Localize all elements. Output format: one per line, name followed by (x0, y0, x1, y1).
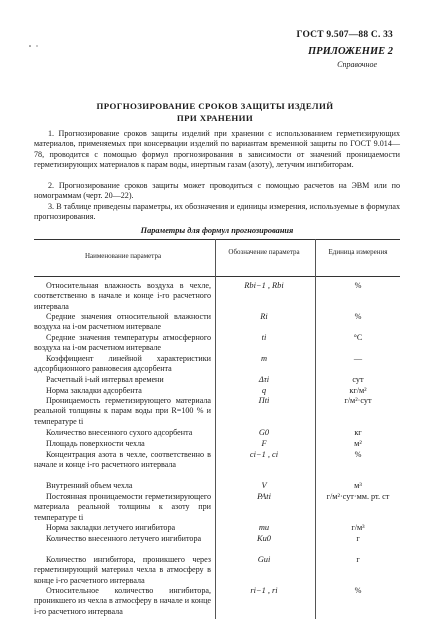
param-name: Средние значения относительной влажности воздуха на i-ом расчетном интервале (34, 312, 211, 332)
title-line-2: ПРИ ХРАНЕНИИ (176, 113, 254, 123)
param-name: Концентрация азота в чехле, соответственно в начале и конце i-го расчетного интервала (34, 450, 211, 470)
param-symbol: mи (258, 523, 270, 532)
standard-number: ГОСТ 9.507—88 С. 33 (296, 30, 393, 40)
header-unit: Единица измерения (328, 248, 388, 256)
appendix-label: ПРИЛОЖЕНИЕ 2 (308, 46, 393, 57)
param-symbol: PAti (257, 492, 271, 501)
param-unit: % (354, 450, 362, 459)
table-caption: Параметры для формул прогнозирования (140, 226, 294, 235)
table-header (34, 239, 400, 277)
param-unit: % (354, 281, 362, 290)
param-symbol: ci−1 , ci (249, 450, 279, 459)
param-unit: м³ (354, 481, 362, 490)
param-symbol: ri−1 , ri (250, 586, 278, 595)
param-symbol: m (260, 354, 268, 363)
param-unit: г/м²·сут·мм. рт. ст (326, 492, 390, 501)
paragraph-2: 2. Прогнозирование сроков защиты может проводиться с помощью расчетов на ЭВМ или по номограммам (черт. 20—22). (34, 181, 400, 201)
param-symbol: Gиi (257, 555, 271, 564)
param-unit: кг (354, 428, 362, 437)
param-name: Коэффициент линейной характеристики адсорбционного равновесия адсорбента (34, 354, 211, 374)
param-unit: г/м²·сут (344, 396, 372, 405)
scan-specks (28, 44, 40, 48)
param-name: Проницаемость герметизирующего материала реальной толщины к парам воды при R=100 % и температуре ti (34, 396, 211, 426)
param-unit: г/м³ (351, 523, 365, 532)
param-name: Количество внесенного летучего ингибитора (46, 534, 202, 543)
param-unit: °C (353, 333, 363, 342)
param-name: Расчетный i-ый интервал времени (46, 375, 164, 384)
param-unit: % (354, 586, 362, 595)
param-name: Количество ингибитора, проникшего через герметизирующий материал чехла в атмосферу в конце i-го расчетного интервала (34, 555, 211, 585)
param-symbol: ti (261, 333, 267, 342)
param-symbol: q (261, 386, 267, 395)
param-unit: г (356, 534, 360, 543)
param-symbol: Kи0 (257, 534, 271, 543)
header-symbol: Обозначение параметра (228, 248, 300, 256)
reference-label: Справочное (337, 60, 377, 69)
param-name: Средние значения температуры атмосферного воздуха на i-ом расчетном интервале (34, 333, 211, 353)
param-unit: % (354, 312, 362, 321)
param-unit: г (356, 555, 360, 564)
param-symbol: F (261, 439, 267, 448)
param-name: Относительная влажность воздуха в чехле, соответственно в начале и конце i-го расчетного интервала (34, 281, 211, 311)
param-name: Норма закладки адсорбента (46, 386, 142, 395)
section-title (30, 100, 400, 124)
param-name: Постоянная проницаемости герметизирующего материала реальной толщины к азоту при температуре ti (34, 492, 211, 522)
param-symbol: Пti (258, 396, 270, 405)
param-unit: кг/м² (349, 386, 367, 395)
header-param-name: Наименование параметра (84, 252, 162, 260)
param-name: Площадь поверхности чехла (46, 439, 145, 448)
paragraph-3: 3. В таблице приведены параметры, их обозначения и единицы измерения, используемые в формулах прогнозирования. (34, 202, 400, 222)
param-unit: сут (352, 375, 364, 384)
param-name: Норма закладки летучего ингибитора (46, 523, 176, 532)
param-unit: — (353, 354, 363, 363)
paragraph-1: 1. Прогнозирование сроков защиты изделий при хранении с использованием герметизирующих материалов, применяемых при консервации изделий по вариантам временной защиты по ГОСТ 9.014—78, проводится с помощью формул прогнозирования в зависимости от значений проницаемости герметизирующих материалов к парам воды, инертным газам (азоту), летучим ингибиторам. (34, 129, 400, 169)
param-unit: м² (354, 439, 362, 448)
param-symbol: V (261, 481, 267, 490)
param-name: Количество внесенного сухого адсорбента (46, 428, 193, 437)
param-name: Относительное количество ингибитора, проникшего из чехла в атмосферу в начале и конце i-го расчетного интервала (34, 586, 211, 616)
param-symbol: G0 (258, 428, 270, 437)
title-line-1: ПРОГНОЗИРОВАНИЕ СРОКОВ ЗАЩИТЫ ИЗДЕЛИЙ (96, 101, 334, 111)
param-symbol: Ri (260, 312, 268, 321)
param-symbol: Rbi−1 , Rbi (244, 281, 284, 290)
param-symbol: Δτi (258, 375, 270, 384)
param-name: Внутренний объем чехла (46, 481, 133, 490)
